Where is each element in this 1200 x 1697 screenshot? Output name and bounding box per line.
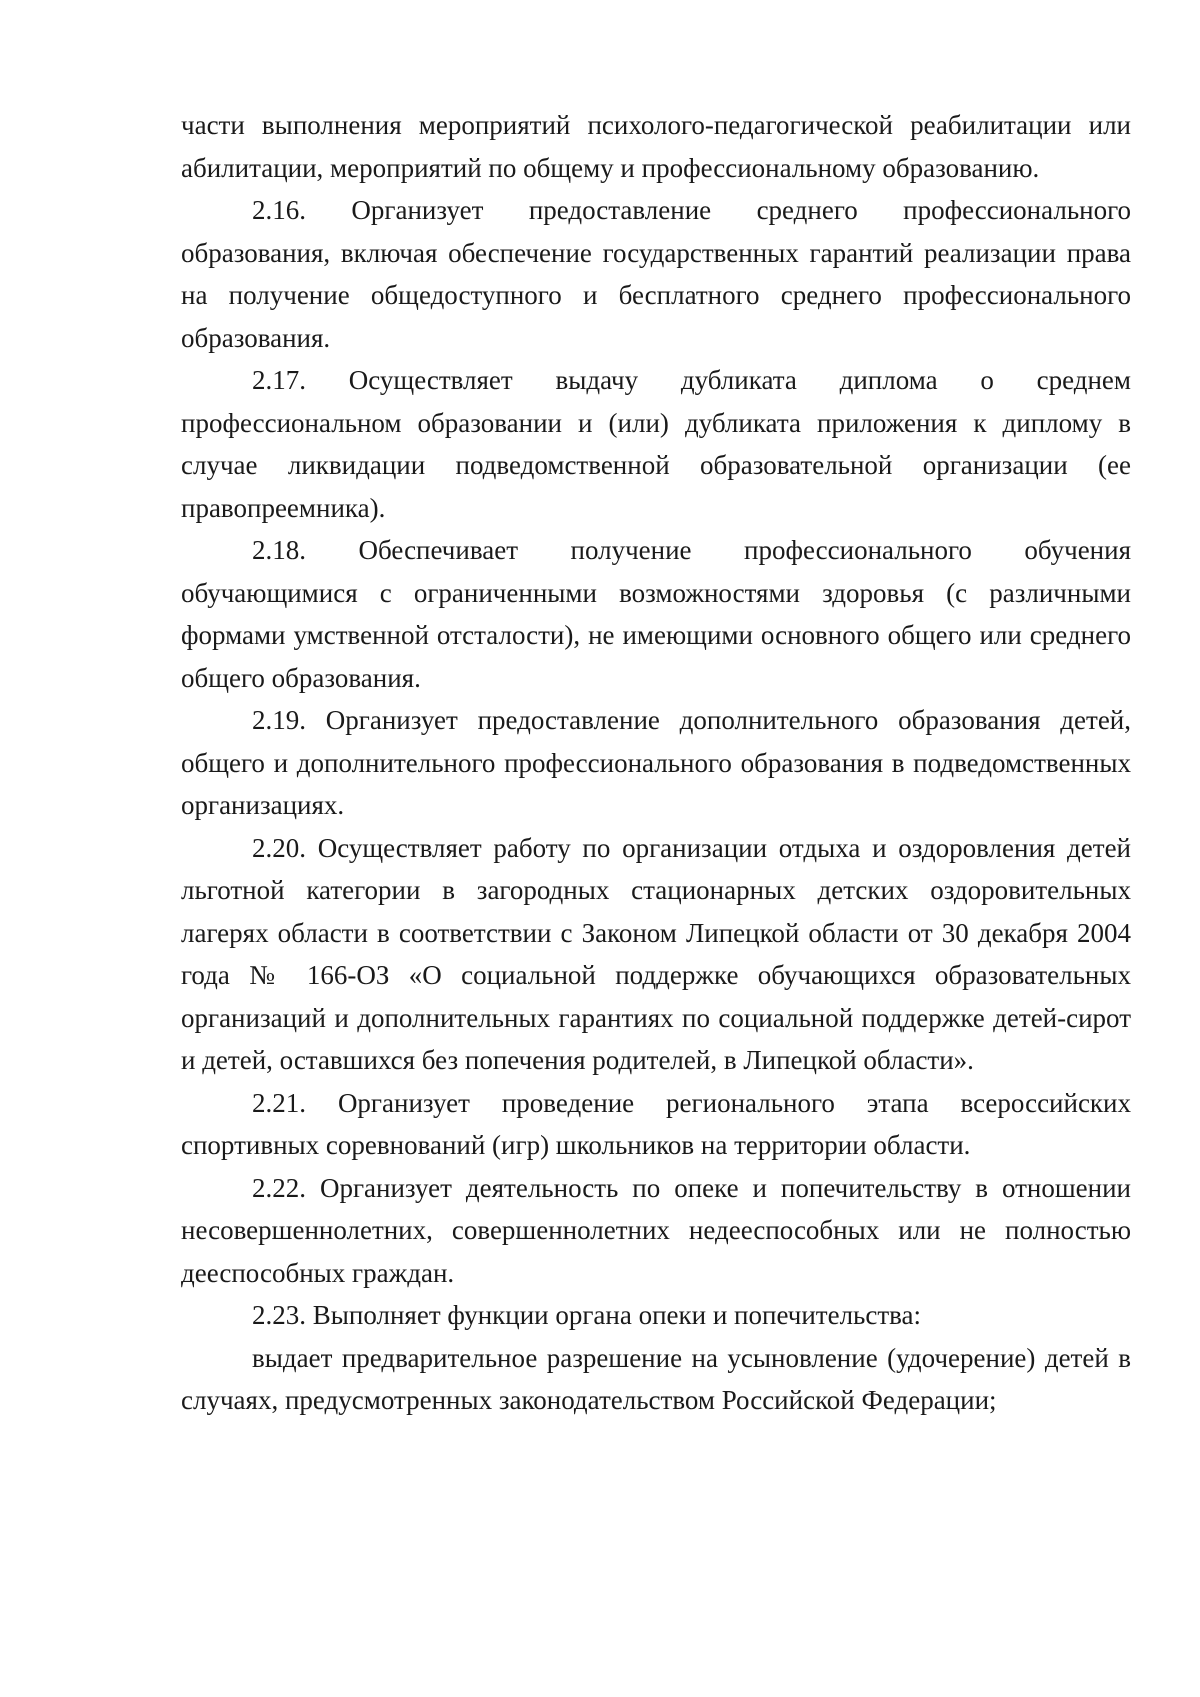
paragraph-text: выдает предварительное разрешение на усыновление (удочерение) детей в случаях, предусмотренных законодательством Российской Федерации; [181,1342,1131,1415]
paragraph-number: 2.18. [252,535,306,565]
paragraph-text: Осуществляет работу по организации отдыха и оздоровления детей льготной категории в загородных стационарных детских оздоровительных лагерях области в соответствии с Законом Липецкой области от 30 декабря 2004 года № 166-ОЗ «О социальной поддержке обучающихся образовательных организаций и дополнительных гарантиях по социальной поддержке детей-сирот и детей, оставшихся без попечения родителей, в Липецкой области». [181,832,1132,1075]
paragraph-2-18 [181,529,1131,699]
paragraph-2-22 [181,1167,1131,1295]
paragraph-text: Выполняет функции органа опеки и попечительства: [312,1300,922,1330]
paragraph-number: 2.17. [252,365,306,395]
paragraph-2-19 [181,699,1131,827]
paragraph-2-21 [181,1082,1131,1167]
paragraph-number: 2.20. [252,832,306,863]
paragraph-number: 2.21. [252,1087,306,1118]
paragraph-2-16 [181,189,1131,359]
paragraph-text: части выполнения мероприятий психолого-педагогической реабилитации или абилитации, мероприятий по общему и профессиональному образованию. [181,110,1131,183]
paragraph-number: 2.16. [252,195,306,225]
paragraph-text: Организует предоставление дополнительного образования детей, общего и дополнительного профессионального образования в подведомственных организациях. [181,705,1132,820]
paragraph-2-23 [181,1294,1131,1337]
paragraph-number: 2.19. [252,705,306,735]
document-text-body [181,104,1131,1422]
paragraph-text: Обеспечивает получение профессионального обучения обучающимися с ограниченными возможностями здоровья (с различными формами умственной отсталости), не имеющими основного общего или среднего общего образования. [181,535,1131,693]
paragraph-sub-item [181,1337,1131,1422]
paragraph-2-20 [181,827,1131,1082]
paragraph-number: 2.22. [252,1172,306,1203]
paragraph-text: Организует деятельность по опеке и попечительству в отношении несовершеннолетних, совершеннолетних недееспособных или не полностью дееспособных граждан. [181,1172,1132,1288]
paragraph-continuation [181,104,1131,189]
paragraph-text: Организует проведение регионального этапа всероссийских спортивных соревнований (игр) школьников на территории области. [181,1087,1131,1160]
paragraph-text: Осуществляет выдачу дубликата диплома о среднем профессиональном образовании и (или) дубликата приложения к диплому в случае ликвидации подведомственной образовательной организации (ее правопреемника). [181,365,1132,523]
paragraph-number: 2.23. [252,1300,306,1330]
paragraph-2-17 [181,359,1131,529]
paragraph-text: Организует предоставление среднего профессионального образования, включая обеспечение государственных гарантий реализации права на получение общедоступного и бесплатного среднего профессионального образования. [181,195,1131,353]
